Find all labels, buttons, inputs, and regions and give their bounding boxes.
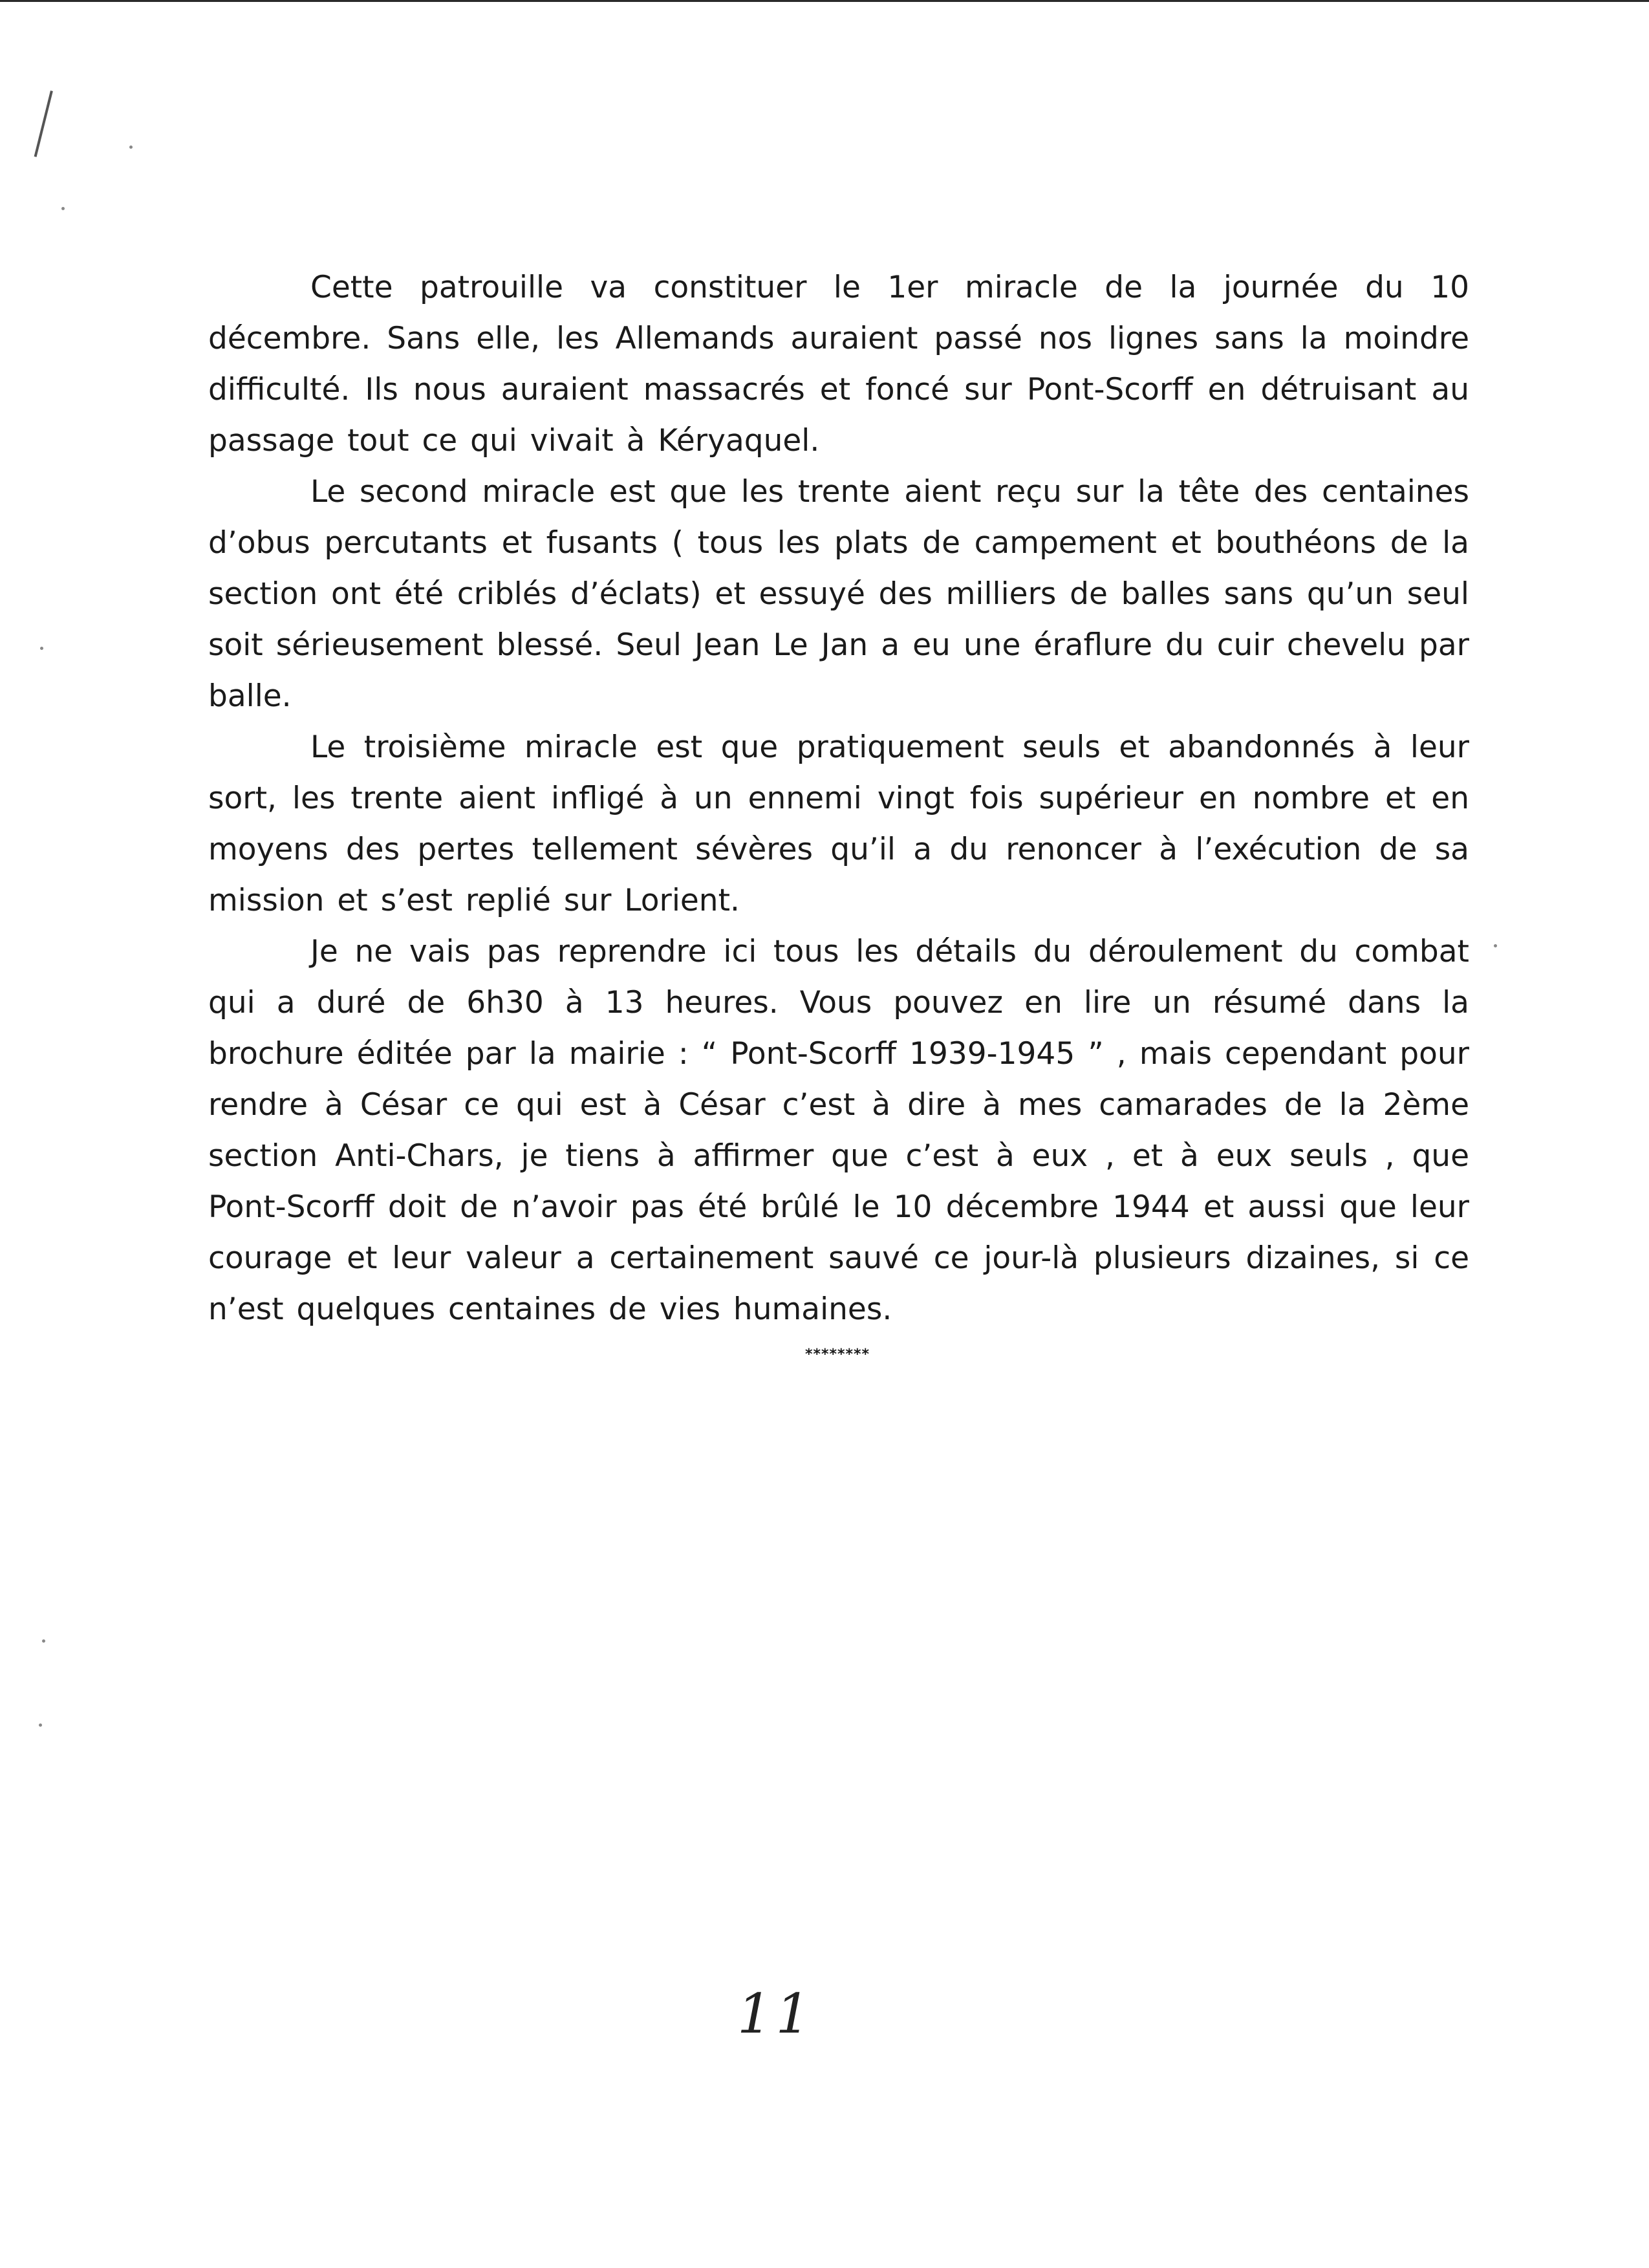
paragraph: Le troisième miracle est que pratiquement seuls et abandonnés à leur sort, les trente aient infligé à un ennemi vingt fois supérieur en nombre et en moyens des pertes tellement sévères qu’il a du renoncer à l’exécution de sa mission et s’est replié sur Lorient. bbox=[208, 729, 1469, 918]
scan-speck bbox=[61, 207, 65, 210]
scan-speck bbox=[129, 146, 133, 149]
scan-speck bbox=[39, 1723, 42, 1727]
paragraph: Le second miracle est que les trente aient reçu sur la tête des centaines d’obus percutants et fusants ( tous les plats de campement et bouthéons de la section ont été criblés d’éclats) et essuyé des milliers de balles sans qu’un seul soit sérieusement blessé. Seul Jean Le Jan a eu une éraflure du cuir chevelu par balle. bbox=[208, 474, 1469, 714]
section-separator: ******** bbox=[804, 1346, 870, 1363]
paragraph: Cette patrouille va constituer le 1er miracle de la journée du 10 décembre. Sans elle, les Allemands auraient passé nos lignes sans la moindre difficulté. Ils nous auraient massacrés et foncé sur Pont-Scorff en détruisant au passage tout ce qui vivait à Kéryaquel. bbox=[208, 270, 1469, 459]
scan-edge bbox=[0, 0, 1649, 2]
pencil-mark bbox=[34, 91, 53, 157]
paragraph: Je ne vais pas reprendre ici tous les détails du déroulement du combat qui a duré de 6h30 à 13 heures. Vous pouvez en lire un résumé dans la brochure éditée par la mairie : “ Pont-Scorff 1939-1945 ” , mais cependant pour rendre à César ce qui est à César c’est à dire à mes camarades de la 2ème section Anti-Chars, je tiens à affirmer que c’est à eux , et à eux seuls , que Pont-Scorff doit de n’avoir pas été brûlé le 10 décembre 1944 et aussi que leur courage et leur valeur a certainement sauvé ce jour-là plusieurs dizaines, si ce n’est quelques centaines de vies humaines. bbox=[208, 934, 1469, 1327]
scan-speck bbox=[40, 647, 43, 650]
scan-speck bbox=[1494, 944, 1497, 947]
page-number: 11 bbox=[737, 1982, 814, 2046]
scan-speck bbox=[42, 1639, 45, 1643]
document-body bbox=[208, 262, 1469, 1335]
